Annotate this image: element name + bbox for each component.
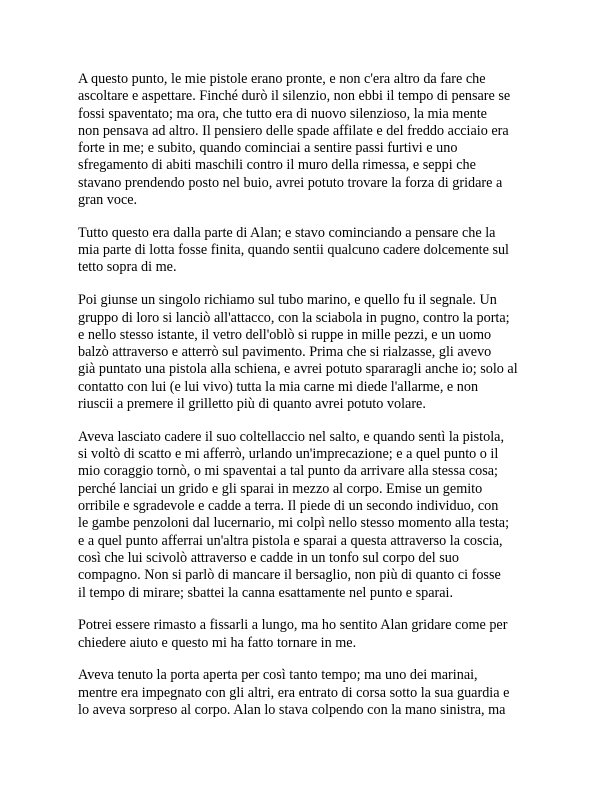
text-line: compagno. Non si parlò di mancare il bersaglio, non più di quanto ci fosse (78, 567, 501, 584)
text-line: le gambe penzoloni dal lucernario, mi colpì nello stesso momento alla testa; (78, 515, 510, 532)
text-line: mio coraggio tornò, o mi spaventai a tal punto da arrivare alla stessa cosa; (78, 463, 498, 480)
text-line: chiedere aiuto e questo mi ha fatto tornare in me. (78, 634, 357, 651)
paragraph-6 (78, 667, 538, 719)
text-line: gruppo di loro si lanciò all'attacco, con la sciabola in pugno, contro la porta; (78, 309, 510, 326)
text-line: tetto sopra di me. (78, 259, 177, 276)
paragraph-2 (78, 225, 538, 277)
text-line: mentre era impegnato con gli altri, era entrato di corsa sotto la sua guardia e (78, 684, 510, 701)
text-line: Tutto questo era dalla parte di Alan; e stavo cominciando a pensare che la (78, 224, 496, 241)
text-line: si voltò di scatto e mi afferrò, urlando un'imprecazione; e a quel punto o il (78, 446, 499, 463)
text-line: e a quel punto afferrai un'altra pistola e sparai a questa attraverso la coscia, (78, 532, 503, 549)
text-body (78, 71, 538, 735)
text-line: Aveva tenuto la porta aperta per così tanto tempo; ma uno dei marinai, (78, 667, 478, 684)
text-line: sfregamento di abiti maschili contro il muro della rimessa, e seppi che (78, 157, 476, 174)
text-line: ascoltare e aspettare. Finché durò il silenzio, non ebbi il tempo di pensare se (78, 88, 511, 105)
text-line: forte in me; e subito, quando cominciai a sentire passi furtivi e uno (78, 140, 458, 157)
paragraph-5 (78, 617, 538, 652)
text-line: Poi giunse un singolo richiamo sul tubo marino, e quello fu il segnale. Un (78, 292, 497, 309)
paragraph-3 (78, 292, 538, 413)
text-line: e nello stesso istante, il vetro dell'oblò si ruppe in mille pezzi, e un uomo (78, 326, 492, 343)
text-line: il tempo di mirare; sbattei la canna esattamente nel punto e sparai. (78, 584, 454, 601)
text-line: lo aveva sorpreso al corpo. Alan lo stava colpendo con la mano sinistra, ma (78, 702, 506, 718)
text-line: contatto con lui (e lui vivo) tutta la mia carne mi diede l'allarme, e non (78, 378, 479, 395)
text-line: A questo punto, le mie pistole erano pronte, e non c'era altro da fare che (78, 71, 486, 87)
paragraph-4 (78, 429, 538, 602)
text-line: mia parte di lotta fosse finita, quando sentii qualcuno cadere dolcemente sul (78, 242, 510, 259)
text-line: già puntato una pistola alla schiena, e avrei potuto spararagli anche io; solo al (78, 361, 518, 378)
text-line: Aveva lasciato cadere il suo coltellaccio nel salto, e quando sentì la pistola, (78, 428, 504, 445)
text-line: gran voce. (78, 192, 138, 209)
text-line: non pensava ad altro. Il pensiero delle spade affilate e del freddo acciaio era (78, 122, 509, 139)
text-line: fossi spaventato; ma ora, che tutto era di nuovo silenzioso, la mia mente (78, 105, 487, 122)
paragraph-1 (78, 71, 538, 209)
text-line: orribile e sgradevole e cadde a terra. Il piede di un secondo individuo, con (78, 498, 499, 515)
text-line: così che lui scivolò attraverso e cadde in un tonfo sul corpo del suo (78, 549, 459, 566)
text-line: perché lanciai un grido e gli sparai in mezzo al corpo. Emise un gemito (78, 480, 483, 497)
text-line: riuscii a premere il grilletto più di quanto avrei potuto volare. (78, 396, 426, 413)
text-line: balzò attraverso e atterrò sul pavimento. Prima che si rialzasse, gli avevo (78, 344, 492, 361)
text-line: stavano prendendo posto nel buio, avrei potuto trovare la forza di gridare a (78, 174, 503, 191)
text-line: Potrei essere rimasto a fissarli a lungo, ma ho sentito Alan gridare come per (78, 617, 508, 634)
